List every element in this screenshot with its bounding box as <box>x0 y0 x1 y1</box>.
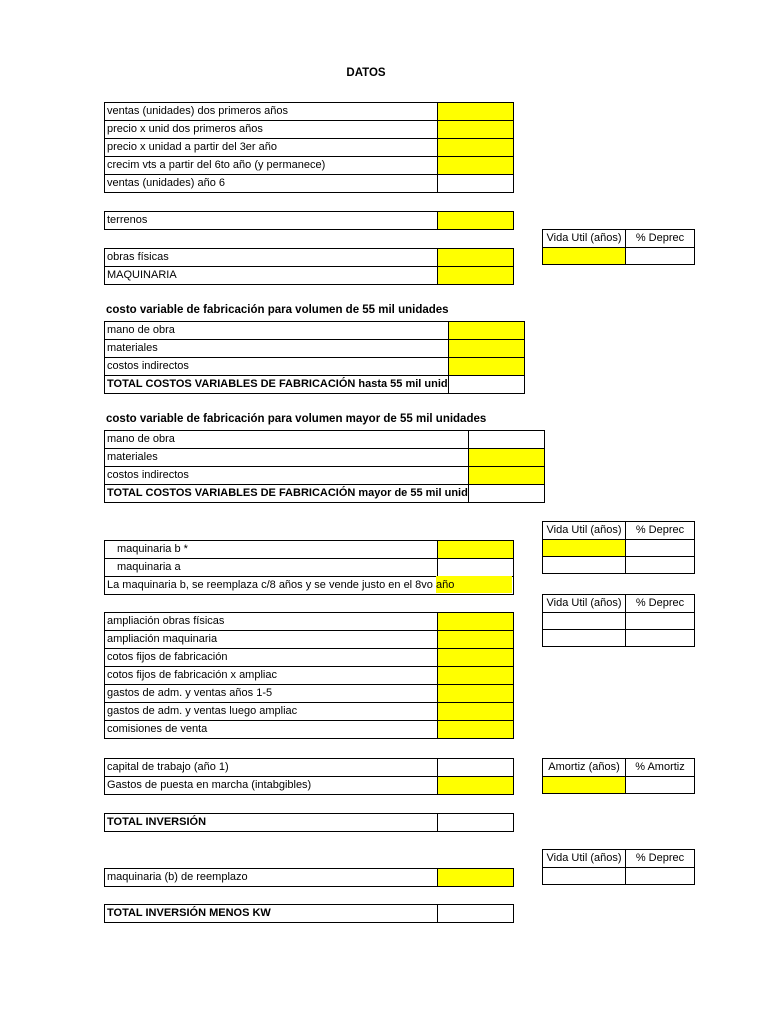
row-label: costos indirectos <box>105 467 469 485</box>
row-label: ampliación maquinaria <box>105 631 438 649</box>
row-label: MAQUINARIA <box>105 267 438 285</box>
table-row <box>105 157 514 175</box>
value-cell[interactable] <box>543 557 626 574</box>
vida-util-header: Vida Util (años) <box>543 230 626 248</box>
value-cell[interactable] <box>626 248 695 265</box>
deprec-header: % Deprec <box>626 522 695 540</box>
total-cell[interactable] <box>438 814 514 832</box>
table-row <box>105 249 514 267</box>
depreciation-table-3 <box>542 594 695 647</box>
table-row <box>105 467 545 485</box>
row-label: gastos de adm. y ventas luego ampliac <box>105 703 438 721</box>
table-row <box>105 777 514 795</box>
vida-util-header: Vida Util (años) <box>543 522 626 540</box>
deprec-header: % Deprec <box>626 595 695 613</box>
input-cell[interactable] <box>438 631 514 649</box>
input-cell[interactable] <box>448 358 524 376</box>
row-label: terrenos <box>105 212 438 230</box>
value-cell[interactable] <box>626 777 695 794</box>
input-cell[interactable] <box>468 467 544 485</box>
row-label: mano de obra <box>105 322 449 340</box>
table-row <box>105 667 514 685</box>
row-label: ventas (unidades) dos primeros años <box>105 103 438 121</box>
row-label: materiales <box>105 340 449 358</box>
input-cell[interactable] <box>438 139 514 157</box>
variable-cost-table-1 <box>104 321 525 394</box>
input-cell[interactable] <box>448 340 524 358</box>
table-row <box>105 376 525 394</box>
section-heading: costo variable de fabricación para volumen mayor de 55 mil unidades <box>106 413 487 425</box>
depreciation-table-4 <box>542 849 695 885</box>
row-label: comisiones de venta <box>105 721 438 739</box>
total-investment-table <box>104 813 514 832</box>
table-row <box>105 340 525 358</box>
input-cell[interactable] <box>543 540 626 557</box>
input-cell[interactable] <box>438 541 514 559</box>
section-heading: costo variable de fabricación para volumen de 55 mil unidades <box>106 304 449 316</box>
input-cell[interactable] <box>438 121 514 139</box>
input-cell[interactable] <box>438 649 514 667</box>
table-row <box>105 139 514 157</box>
table-row <box>105 649 514 667</box>
row-label: obras físicas <box>105 249 438 267</box>
table-row <box>105 358 525 376</box>
table-row <box>105 541 514 559</box>
input-cell[interactable] <box>438 267 514 285</box>
note-text: La maquinaria b, se reemplaza c/8 años y se vende justo en el 8vo año <box>107 579 455 591</box>
row-label: gastos de adm. y ventas años 1-5 <box>105 685 438 703</box>
total-label: TOTAL COSTOS VARIABLES DE FABRICACIÓN hasta 55 mil unid <box>105 376 449 394</box>
row-label: cotos fijos de fabricación x ampliac <box>105 667 438 685</box>
row-label: capital de trabajo (año 1) <box>105 759 438 777</box>
table-row <box>105 814 514 832</box>
terrenos-table <box>104 211 514 230</box>
input-cell[interactable] <box>438 212 514 230</box>
table-row <box>105 103 514 121</box>
input-cell[interactable] <box>438 869 514 887</box>
input-cell[interactable] <box>448 322 524 340</box>
row-label: mano de obra <box>105 431 469 449</box>
sales-table <box>104 102 514 193</box>
table-row <box>105 431 545 449</box>
row-label: crecim vts a partir del 6to año (y permanece) <box>105 157 438 175</box>
value-cell[interactable] <box>543 868 626 885</box>
table-row <box>105 703 514 721</box>
table-row <box>105 322 525 340</box>
value-cell[interactable] <box>438 559 514 577</box>
table-row <box>105 869 514 887</box>
total-investment-kw-table <box>104 904 514 923</box>
amortization-table <box>542 758 695 794</box>
table-row <box>105 721 514 739</box>
total-cell[interactable] <box>468 485 544 503</box>
value-cell[interactable] <box>626 557 695 574</box>
total-cell[interactable] <box>448 376 524 394</box>
value-cell[interactable] <box>626 630 695 647</box>
table-row <box>105 267 514 285</box>
replacement-table <box>104 868 514 887</box>
vida-util-header: Vida Util (años) <box>543 595 626 613</box>
value-cell[interactable] <box>438 759 514 777</box>
row-label: costos indirectos <box>105 358 449 376</box>
row-label: materiales <box>105 449 469 467</box>
machinery-note <box>105 577 514 595</box>
row-label: maquinaria (b) de reemplazo <box>105 869 438 887</box>
variable-cost-table-2 <box>104 430 545 503</box>
value-cell[interactable] <box>438 175 514 193</box>
working-capital-table <box>104 758 514 795</box>
table-row <box>105 212 514 230</box>
expansion-table <box>104 612 514 739</box>
table-row <box>105 577 514 595</box>
input-cell[interactable] <box>438 667 514 685</box>
table-row <box>105 559 514 577</box>
table-row <box>105 449 545 467</box>
table-row <box>105 485 545 503</box>
table-row <box>105 175 514 193</box>
input-cell[interactable] <box>438 613 514 631</box>
row-label: maquinaria a <box>105 559 438 577</box>
row-label: cotos fijos de fabricación <box>105 649 438 667</box>
input-cell[interactable] <box>438 103 514 121</box>
input-cell[interactable] <box>543 777 626 794</box>
input-cell[interactable] <box>438 157 514 175</box>
total-cell[interactable] <box>438 905 514 923</box>
assets-table <box>104 248 514 285</box>
input-cell[interactable] <box>438 249 514 267</box>
total-label: TOTAL INVERSIÓN <box>105 814 438 832</box>
depreciation-table-2 <box>542 521 695 574</box>
vida-util-header: Vida Util (años) <box>543 850 626 868</box>
page-title: DATOS <box>346 67 386 79</box>
input-cell[interactable] <box>543 248 626 265</box>
value-cell[interactable] <box>543 613 626 630</box>
total-label: TOTAL INVERSIÓN MENOS KW <box>105 905 438 923</box>
table-row <box>105 121 514 139</box>
input-cell[interactable] <box>438 721 514 739</box>
input-cell[interactable] <box>438 777 514 795</box>
value-cell[interactable] <box>543 630 626 647</box>
row-label: precio x unidad a partir del 3er año <box>105 139 438 157</box>
value-cell[interactable] <box>626 868 695 885</box>
value-cell[interactable] <box>626 540 695 557</box>
input-cell[interactable] <box>438 703 514 721</box>
value-cell[interactable] <box>626 613 695 630</box>
total-label: TOTAL COSTOS VARIABLES DE FABRICACIÓN mayor de 55 mil unid <box>105 485 469 503</box>
table-row <box>105 759 514 777</box>
input-cell[interactable] <box>468 449 544 467</box>
amortiz-header: Amortiz (años) <box>543 759 626 777</box>
table-row <box>105 905 514 923</box>
deprec-header: % Deprec <box>626 850 695 868</box>
table-row <box>105 631 514 649</box>
row-label: maquinaria b * <box>105 541 438 559</box>
deprec-header: % Deprec <box>626 230 695 248</box>
machinery-table <box>104 540 514 595</box>
input-cell[interactable] <box>438 685 514 703</box>
row-label: precio x unid dos primeros años <box>105 121 438 139</box>
table-row <box>105 613 514 631</box>
depreciation-table-1 <box>542 229 695 265</box>
row-label: ventas (unidades) año 6 <box>105 175 438 193</box>
pct-amortiz-header: % Amortiz <box>626 759 695 777</box>
value-cell[interactable] <box>468 431 544 449</box>
row-label: Gastos de puesta en marcha (intabgibles) <box>105 777 438 795</box>
table-row <box>105 685 514 703</box>
row-label: ampliación obras físicas <box>105 613 438 631</box>
